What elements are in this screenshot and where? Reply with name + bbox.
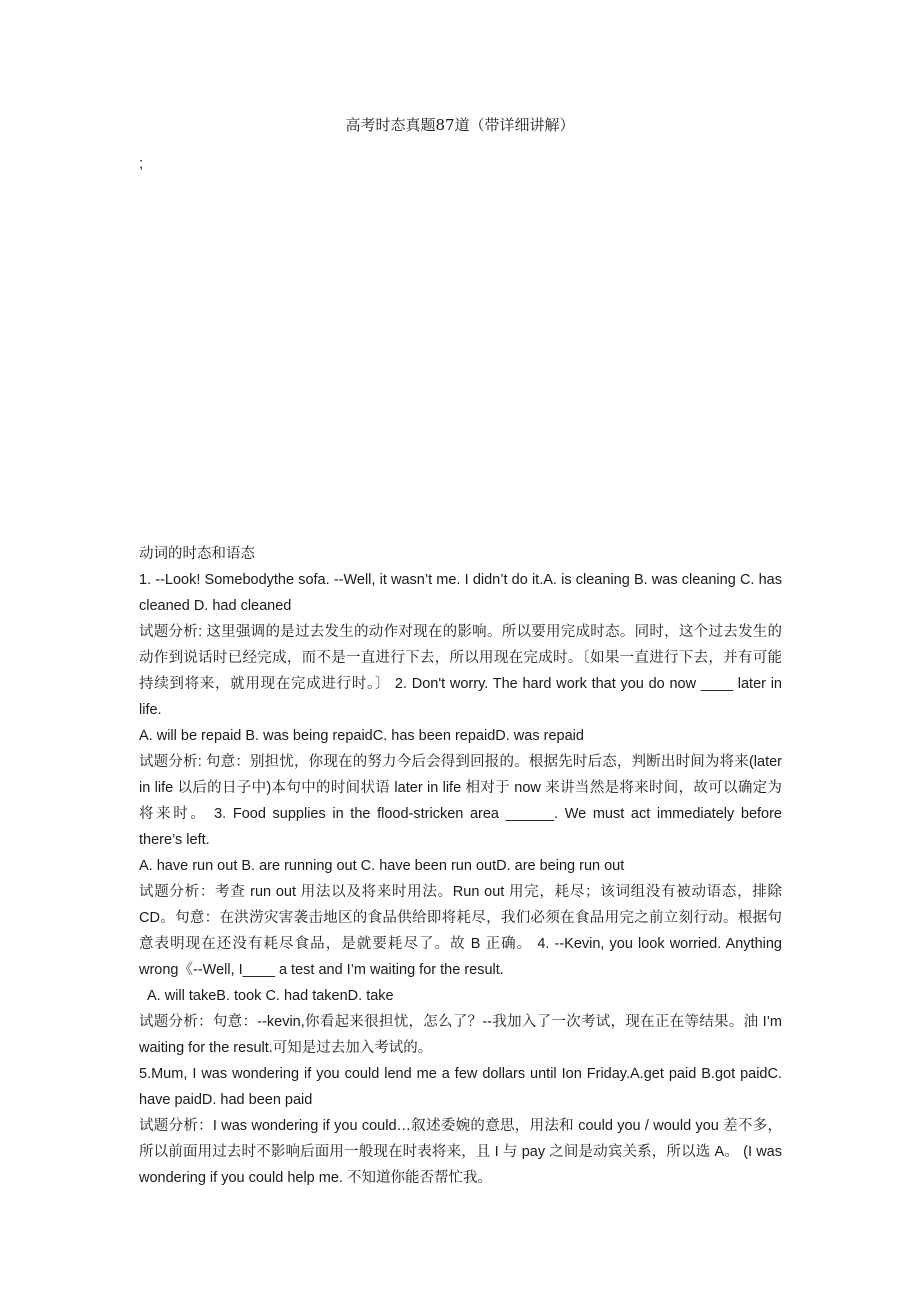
options-4: A. will takeB. took C. had takenD. take bbox=[147, 988, 394, 1004]
question-1: 1. --Look! Somebodythe sofa. --Well, it wasn’t me. I didn’t do it.A. is cleaning B. was cleaning C. has cleaned D. had cleaned bbox=[139, 572, 782, 614]
analysis-5: 试题分析：I was wondering if you could…叙述委婉的意思，用法和 could you / would you 差不多，所以前面用过去时不影响后面用一般现在时表将来，且 I 与 pay 之间是动宾关系，所以选 A。 (I was wondering if you could help me. 不知道你能否帮忙我。 bbox=[139, 1118, 782, 1186]
document-body bbox=[139, 541, 782, 1191]
analysis-2: 试题分析: 句意：别担忧，你现在的努力今后会得到回报的。根据先时后态，判断出时间为将来(later in life 以后的日子中)本句中的时间状语 later in life 相对于 now 来讲当然是将来时间，故可以确定为将来时。 3. Food supplies in the flood-stricken area ______. We must act immediately before there’s left. bbox=[139, 754, 782, 848]
analysis-1: 试题分析: 这里强调的是过去发生的动作对现在的影响。所以要用完成时态。同时，这个过去发生的动作到说话时已经完成，而不是一直进行下去，所以用现在完成时。〔如果一直进行下去，并有可能持续到将来，就用现在完成进行时。〕 2. Don't worry. The hard work that you do now ____ later in life. bbox=[139, 624, 782, 718]
analysis-4: 试题分析：句意：--kevin,你看起来很担忧，怎么了？--我加入了一次考试，现在正在等结果。油 I’m waiting for the result.可知是过去加入考试的。 bbox=[139, 1014, 782, 1056]
options-2: A. will be repaid B. was being repaidC. has been repaidD. was repaid bbox=[139, 728, 584, 744]
question-5: 5.Mum, I was wondering if you could lend me a few dollars until Ion Friday.A.get paid B.got paidC. have paidD. had been paid bbox=[139, 1066, 782, 1108]
stray-semicolon: ; bbox=[139, 155, 144, 172]
section-heading: 动词的时态和语态 bbox=[139, 546, 255, 562]
analysis-3: 试题分析：考查 run out 用法以及将来时用法。Run out 用完，耗尽；该词组没有被动语态，排除 CD。句意：在洪涝灾害袭击地区的食品供给即将耗尽，我们必须在食品用完之前立刻行动。根据句意表明现在还没有耗尽食品，是就要耗尽了。故 B 正确。 4. --Kevin, you look worried. Anything wrong《--Well, I____ a test and I’m waiting for the result. bbox=[139, 884, 782, 978]
options-3: A. have run out B. are running out C. have been run outD. are being run out bbox=[139, 858, 625, 874]
document-title: 高考时态真题87道（带详细讲解） bbox=[345, 116, 575, 134]
